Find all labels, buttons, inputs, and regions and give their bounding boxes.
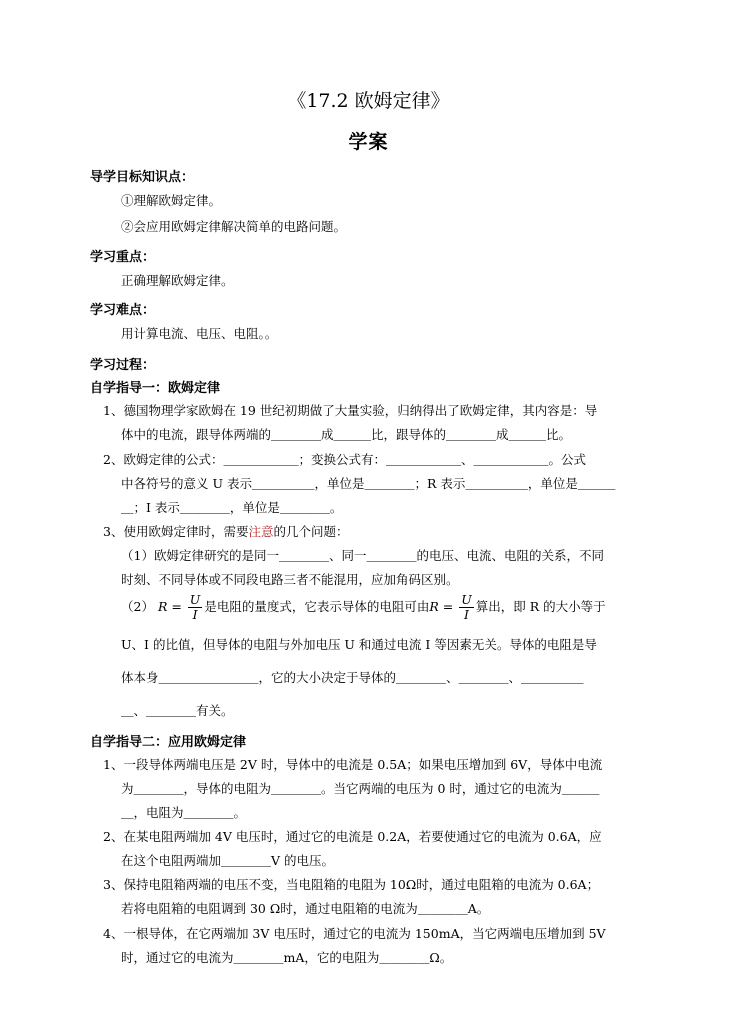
guide1-q3-p1-line2: 时刻、不同导体或不同段电路三者不能混用，应加角码区别。	[121, 572, 459, 587]
formula-denominator: I	[192, 607, 198, 622]
guide1-q2-line3: ＿；I 表示＿＿＿＿，单位是＿＿＿＿。	[121, 500, 343, 515]
guide1-q2-line1: 2、欧姆定律的公式：＿＿＿＿＿＿；变换公式有：＿＿＿＿＿＿、＿＿＿＿＿＿。公式	[103, 452, 586, 467]
guide2-q4-line2: 时，通过它的电流为＿＿＿＿mA，它的电阻为＿＿＿＿Ω。	[121, 950, 453, 965]
guide1-q3-p1-line1: （1）欧姆定律研究的是同一＿＿＿＿、同一＿＿＿＿的电压、电流、电阻的关系，不同	[121, 548, 604, 563]
guide1-q3-line1	[103, 523, 349, 541]
p2-prefix: （2）	[121, 599, 154, 614]
p2-middle-text: 是电阻的量度式，它表示导体的电阻可由	[204, 599, 430, 614]
heading-goals: 导学目标知识点：	[90, 170, 195, 185]
guide1-q3-p2-line3: 体本身＿＿＿＿＿＿＿＿，它的大小决定于导体的＿＿＿＿、＿＿＿＿、＿＿＿＿＿	[121, 670, 584, 685]
heading-guide-1: 自学指导一：欧姆定律	[90, 381, 221, 396]
formula2-numerator: U	[461, 592, 472, 607]
guide2-q1-line2: 为＿＿＿＿，导体的电阻为＿＿＿＿。当它两端的电压为 0 时，通过它的电流为＿＿＿	[121, 781, 600, 796]
guide2-q3-line1: 3、保持电阻箱两端的电压不变，当电阻箱的电阻为 10Ω时，通过电阻箱的电流为 0.6A；	[103, 877, 600, 892]
formula2-fraction	[459, 593, 474, 622]
heading-guide-2: 自学指导二：应用欧姆定律	[90, 735, 247, 750]
guide1-q3-p2-line2: U、I 的比值，但导体的电阻与外加电压 U 和通过电流 I 等因素无关。导体的电阻是导	[121, 637, 597, 652]
formula-r-symbol: R	[157, 599, 168, 614]
guide1-q2-line2: 中各符号的意义 U 表示＿＿＿＿＿，单位是＿＿＿＿；R 表示＿＿＿＿＿，单位是＿＿＿	[121, 476, 616, 491]
guide2-q2-line2: 在这个电阻两端加＿＿＿＿V 的电压。	[121, 853, 335, 868]
guide2-q2-line1: 2、在某电阻两端加 4V 电压时，通过它的电流是 0.2A，若要使通过它的电流为 0.6A，应	[103, 829, 602, 844]
key-points-text: 正确理解欧姆定律。	[121, 273, 234, 288]
guide2-q1-line1: 1、一段导体两端电压是 2V 时，导体中的电流是 0.5A；如果电压增加到 6V，导体中电流	[103, 757, 603, 772]
guide1-q3-text-c: 的几个问题：	[273, 524, 349, 539]
guide1-q1-line2: 体中的电流，跟导体两端的＿＿＿＿成＿＿＿比，跟导体的＿＿＿＿成＿＿＿比。	[121, 427, 572, 442]
formula-fraction	[188, 593, 203, 622]
guide2-q3-line2: 若将电阻箱的电阻调到 30 Ω时，通过电阻箱的电流为＿＿＿＿A。	[121, 901, 490, 916]
formula2-denominator: I	[463, 607, 469, 622]
guide2-q4-line1: 4、一根导体，在它两端加 3V 电压时，通过它的电流为 150mA，当它两端电压增加到 5V	[103, 926, 606, 941]
formula2-r-symbol: R	[429, 599, 439, 614]
guide1-q1-line1: 1、德国物理学家欧姆在 19 世纪初期做了大量实验，归纳得出了欧姆定律，其内容是：导	[103, 403, 598, 418]
heading-key-points: 学习重点：	[90, 250, 156, 265]
heading-process: 学习过程：	[90, 358, 156, 373]
formula-numerator: U	[189, 592, 201, 607]
formula2-equals: =	[438, 599, 458, 614]
formula-equals: =	[167, 599, 186, 614]
heading-difficulty: 学习难点：	[90, 303, 156, 318]
difficulty-text: 用计算电流、电压、电阻。。	[121, 326, 278, 341]
p2-post-text: 算出，即 R 的大小等于	[475, 599, 606, 614]
guide1-q3-p2-line1	[121, 592, 606, 622]
guide1-q3-highlight: 注意	[248, 524, 274, 539]
guide1-q3-text-a: 3、使用欧姆定律时，需要	[103, 524, 249, 539]
document-title: 《17.2 欧姆定律》	[287, 90, 450, 112]
guide2-q1-line3: ＿，电阻为＿＿＿＿。	[121, 805, 247, 820]
guide1-q3-p2-line4: ＿、＿＿＿＿有关。	[121, 703, 234, 718]
goal-item-2: ②会应用欧姆定律解决简单的电路问题。	[121, 219, 347, 234]
goal-item-1: ①理解欧姆定律。	[121, 193, 222, 208]
document-subtitle: 学案	[348, 131, 389, 153]
